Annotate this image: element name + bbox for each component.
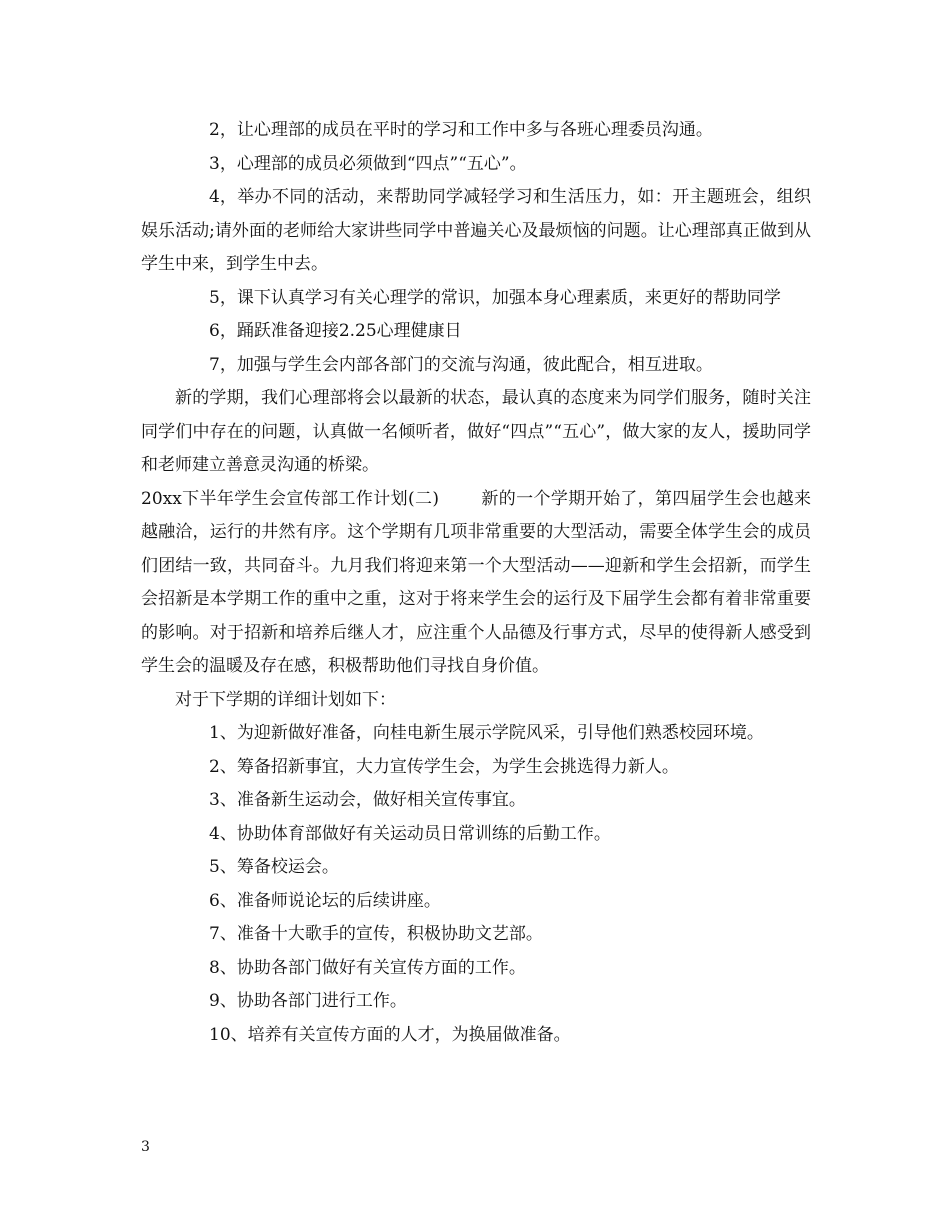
list-item-number: 7， bbox=[209, 354, 237, 375]
list-item bbox=[141, 985, 811, 1019]
paragraph-new-term: 新的学期，我们心理部将会以最新的状态，最认真的态度来为同学们服务，随时关注同学们中存在的问题，认真做一名倾听者，做好“四点”“五心”，做大家的友人，援助同学和老师建立善意灵沟通的桥梁。 bbox=[141, 388, 811, 475]
section-two-paragraph bbox=[141, 483, 811, 684]
list-item bbox=[141, 784, 811, 818]
list-psych-department bbox=[141, 114, 811, 382]
list-item-number: 2、 bbox=[209, 756, 237, 777]
list-item-text: 让心理部的成员在平时的学习和工作中多与各班心理委员沟通。 bbox=[236, 120, 713, 140]
list-item bbox=[141, 918, 811, 952]
list-item-number: 2， bbox=[209, 120, 237, 140]
list-item-number: 3， bbox=[209, 153, 237, 174]
list-item-number: 6、 bbox=[209, 890, 237, 911]
list-item-text: 培养有关宣传方面的人才，为换届做准备。 bbox=[247, 1024, 571, 1045]
list-item-number: 3、 bbox=[209, 790, 237, 810]
list-item-text: 准备十大歌手的宣传，积极协助文艺部。 bbox=[236, 924, 543, 944]
list-item-number: 1、 bbox=[209, 723, 237, 743]
list-item-number: 5、 bbox=[209, 857, 237, 877]
list-item bbox=[141, 717, 811, 751]
list-item-text: 加强与学生会内部各部门的交流与沟通，彼此配合，相互进取。 bbox=[236, 354, 713, 375]
list-item bbox=[141, 851, 811, 885]
list-item-text: 准备师说论坛的后续讲座。 bbox=[236, 890, 441, 911]
document-body bbox=[141, 114, 811, 1052]
list-item-number: 4， bbox=[209, 187, 237, 207]
list-item-text: 课下认真学习有关心理学的常识，加强本身心理素质，来更好的帮助同学 bbox=[236, 287, 781, 308]
section-body: 新的一个学期开始了，第四届学生会也越来越融洽，运行的井然有序。这个学期有几项非常重要的大型活动，需要全体学生会的成员们团结一致，共同奋斗。九月我们将迎来第一个大型活动——迎新和学生会招新，而学生会招新是本学期工作的重中之重，这对于将来学生会的运行及下届学生会都有着非常重要的影响。对于招新和培养后继人才，应注重个人品德及行事方式，尽早的使得新人感受到学生会的温暖及存在感，积极帮助他们寻找自身价值。 bbox=[141, 488, 811, 676]
list-item bbox=[141, 885, 811, 919]
list-item bbox=[141, 1019, 811, 1053]
list-item-text: 为迎新做好准备，向桂电新生展示学院风采，引导他们熟悉校园环境。 bbox=[236, 723, 764, 743]
list-item-text: 筹备招新事宜，大力宣传学生会，为学生会挑选得力新人。 bbox=[236, 756, 679, 777]
list-item-number: 10、 bbox=[209, 1024, 248, 1045]
list-item bbox=[141, 952, 811, 986]
list-item-text: 筹备校运会。 bbox=[236, 857, 339, 877]
list-item-number: 8、 bbox=[209, 957, 237, 978]
list-item-text: 协助体育部做好有关运动员日常训练的后勤工作。 bbox=[236, 823, 611, 844]
page-number: 3 bbox=[141, 1139, 150, 1155]
list-item bbox=[141, 282, 811, 316]
list-item-number: 9、 bbox=[209, 991, 237, 1011]
list-item-number: 4、 bbox=[209, 823, 237, 844]
section-heading: 20xx下半年学生会宣传部工作计划(二) bbox=[141, 488, 439, 509]
list-plan-items bbox=[141, 717, 811, 1052]
list-item-text: 准备新生运动会，做好相关宣传事宜。 bbox=[236, 790, 526, 810]
list-item-text: 心理部的成员必须做到“四点”“五心”。 bbox=[236, 153, 527, 174]
list-item-number: 5， bbox=[209, 287, 237, 308]
list-item bbox=[141, 181, 811, 282]
list-item-number: 7、 bbox=[209, 924, 237, 944]
list-item bbox=[141, 315, 811, 349]
list-item-text: 协助各部门做好有关宣传方面的工作。 bbox=[236, 957, 526, 978]
plan-intro: 对于下学期的详细计划如下： bbox=[175, 689, 396, 710]
list-item bbox=[141, 349, 811, 383]
list-item-text: 踊跃准备迎接2.25心理健康日 bbox=[236, 321, 462, 341]
list-item-text: 协助各部门进行工作。 bbox=[236, 991, 407, 1011]
list-item bbox=[141, 114, 811, 148]
list-item bbox=[141, 751, 811, 785]
list-item bbox=[141, 818, 811, 852]
list-item bbox=[141, 148, 811, 182]
list-item-text: 举办不同的活动，来帮助同学减轻学习和生活压力，如：开主题班会，组织娱乐活动;请外面的老师给大家讲些同学中普遍关心及最烦恼的问题。让心理部真正做到从学生中来，到学生中去。 bbox=[141, 187, 811, 274]
list-item-number: 6， bbox=[209, 321, 237, 341]
